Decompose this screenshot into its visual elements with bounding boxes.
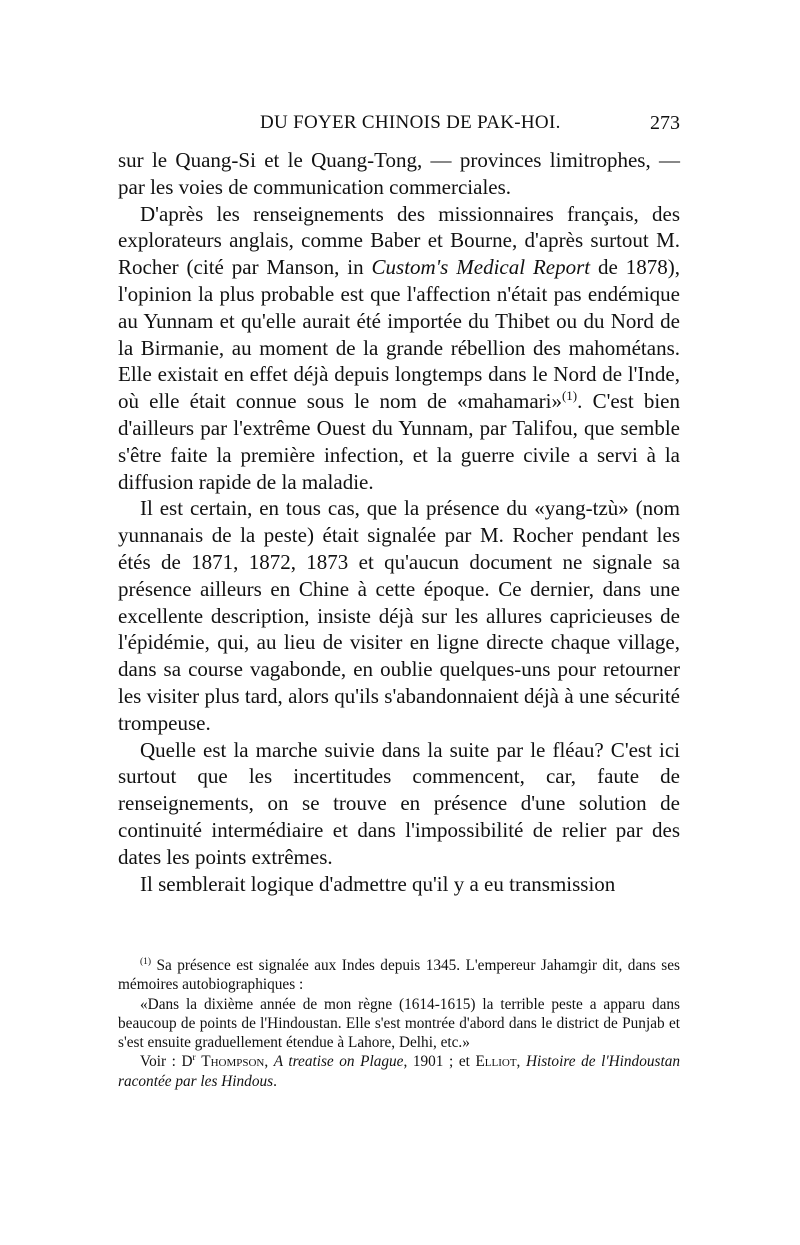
footnote-1 bbox=[118, 956, 680, 995]
separator-2: , bbox=[516, 1053, 526, 1071]
footnote-1-mark: (1) bbox=[140, 956, 152, 967]
running-head: DU FOYER CHINOIS DE PAK-HOI. bbox=[260, 112, 561, 133]
title-histoire-hindoustan: Histoire de l'Hindoustan racontée par les Hindous bbox=[118, 1053, 680, 1090]
footnote-ref-1: (1) bbox=[561, 388, 578, 404]
paragraph-2-text-b: de 1878), l'opinion la plus probable est que l'affection n'était pas endémique au Yunnam et qu'elle aurait été importée du Thibet ou du Nord de la Birmanie, au moment de la grande rébellion des mahométans. Elle existait en effet déjà depuis longtemps dans le Nord de l'Inde, où elle était connue sous le nom de «mahamari» bbox=[118, 255, 680, 414]
footnote-references bbox=[118, 1052, 680, 1091]
paragraph-4: Quelle est la marche suivie dans la suite par le fléau? C'est ici surtout que les incertitudes commencent, car, faute de renseignements, on se trouve en présence d'une solution de continuité intermédiaire et dans l'impossibilité de relier par des dates les points extrêmes. bbox=[118, 737, 680, 869]
paragraph-3: Il est certain, en tous cas, que la présence du «yang-tzù» (nom yunnanais de la peste) était signalée par M. Rocher pendant les étés de 1871, 1872, 1873 et qu'aucun document ne signale sa présence ailleurs en Chine à cette époque. Ce dernier, dans une excellente description, insiste déjà sur les allures capricieuses de l'épidémie, qui, au lieu de visiter en ligne directe chaque village, dans sa course vagabonde, en oublie quelques-uns pour retourner les visiter plus tard, alors qu'ils s'abandonnaient déjà à une sécurité trompeuse. bbox=[118, 496, 680, 735]
paragraph-1: sur le Quang-Si et le Quang-Tong, — provinces limitrophes, — par les voies de communication commerciales. bbox=[118, 148, 680, 199]
page-header bbox=[118, 112, 680, 142]
report-title: Custom's Medical Report bbox=[371, 255, 591, 280]
voir-prefix: Voir : D bbox=[140, 1053, 193, 1071]
author-elliot: Elliot bbox=[475, 1053, 517, 1071]
footnote-1-quote: «Dans la dixième année de mon règne (1614-1615) la terrible peste a apparu dans beaucoup de points de l'Hindoustan. Elle s'est montrée d'abord dans le district de Punjab et s'est ensuite graduellement étendue à Lahore, Delhi, etc.» bbox=[118, 995, 680, 1052]
doctor-abbrev: r bbox=[192, 1053, 196, 1064]
body-text bbox=[118, 147, 680, 897]
page-number: 273 bbox=[650, 112, 680, 134]
paragraph-5: Il semblerait logique d'admettre qu'il y a eu transmission bbox=[140, 871, 616, 896]
voir-end: . bbox=[273, 1072, 277, 1090]
separator-1: , bbox=[264, 1053, 274, 1071]
paragraph-2 bbox=[118, 201, 680, 496]
footnotes bbox=[118, 956, 680, 1091]
voir-middle: , 1901 ; et bbox=[403, 1053, 476, 1071]
title-treatise-on-plague: A treatise on Plague bbox=[273, 1053, 404, 1071]
footnote-1-text: Sa présence est signalée aux Indes depuis 1345. L'empereur Jahamgir dit, dans ses mémoires autobiographiques : bbox=[118, 957, 680, 994]
paragraph-2-text-a: D'après les renseignements des missionnaires français, des explorateurs anglais, comme Baber et Bourne, d'après surtout M. Rocher (cité par Manson, in bbox=[118, 201, 680, 280]
paragraph-2-text-c: . C'est bien d'ailleurs par l'extrême Ouest du Yunnam, par Talifou, que semble s'être faite la première infection, et la guerre civile a servi à la diffusion rapide de la maladie. bbox=[118, 389, 680, 494]
author-thompson: Thompson bbox=[201, 1053, 265, 1071]
